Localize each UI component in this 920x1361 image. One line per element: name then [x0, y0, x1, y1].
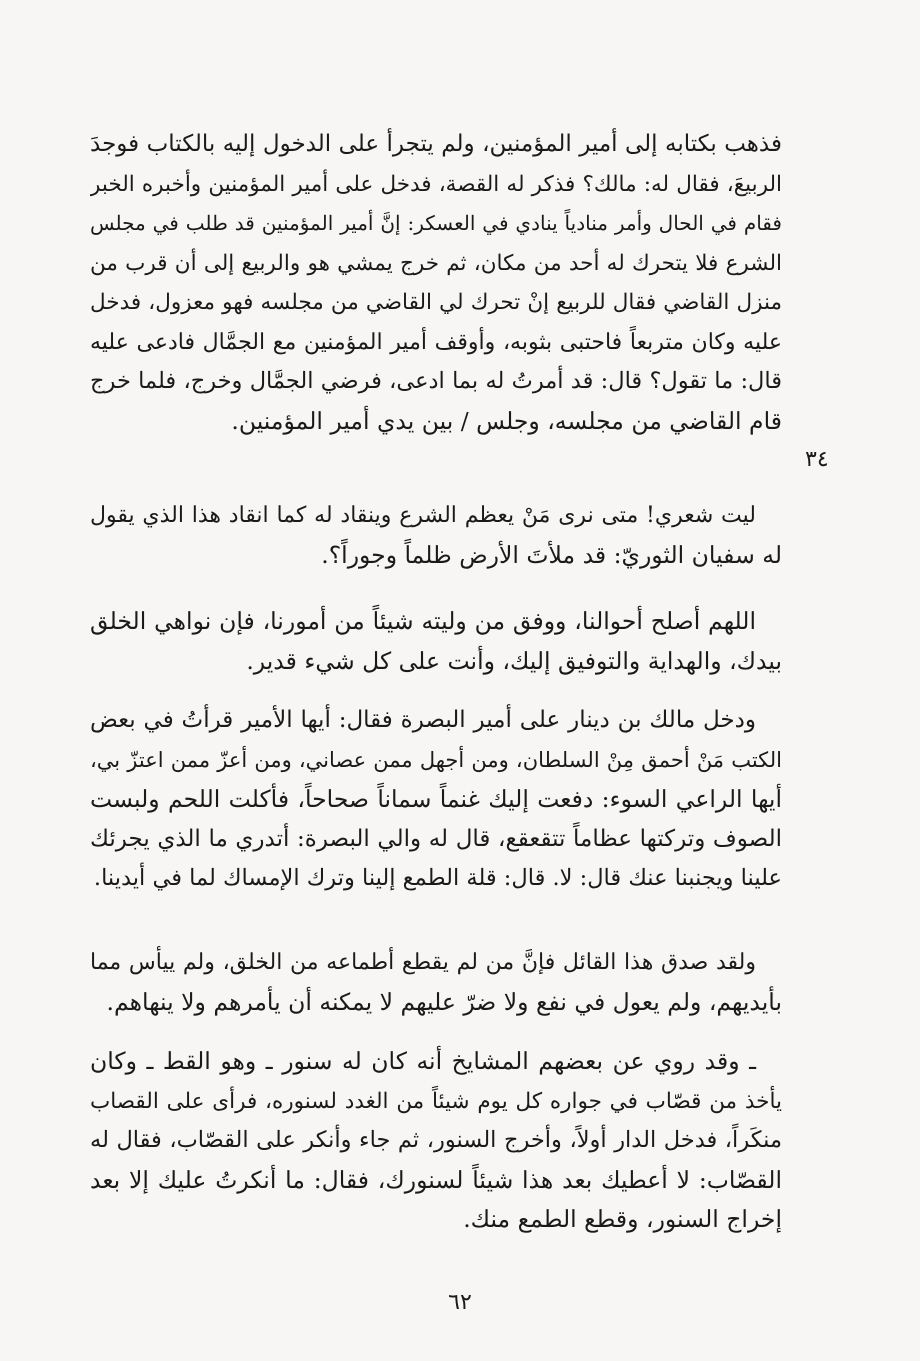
paragraph-2 [90, 496, 782, 575]
text-line: منزل القاضي فقال للربيع إنْ تحرك لي القاضي من مجلسه فهو معزول، فدخل [90, 290, 782, 315]
text-line: علينا ويجنبنا عنك قال: لا. قال: قلة الطمع إلينا وترك الإمساك لما في أيدينا. [93, 865, 782, 891]
text-line: منكَراً، فدخل الدار أولاً، وأخرج السنور، ثم جاء وأنكر على القصّاب، فقال له [90, 1127, 782, 1153]
margin-page-reference: ٣٤ [805, 447, 829, 472]
text-line: بأيديهم، ولم يعول في نفع ولا ضرّ عليهم لا يمكنه أن يأمرهم ولا ينهاهم. [106, 987, 782, 1016]
text-line: ـ وقد روي عن بعضهم المشايخ أنه كان له سنور ـ وهو القط ـ وكان [90, 1047, 756, 1075]
text-line: أيها الراعي السوء: دفعت إليك غنماً سماناً صحاحاً، فأكلت اللحم ولبست [90, 785, 782, 813]
paragraph-3 [90, 602, 782, 681]
paragraph-1 [90, 125, 782, 441]
text-line: الشرع فلا يتحرك له أحد من مكان، ثم خرج يمشي هو والربيع إلى أن قرب من [90, 250, 782, 276]
text-line: الصوف وتركتها عظاماً تتقعقع، قال له والي البصرة: أتدري ما الذي يجرئك [90, 825, 782, 852]
paragraph-5 [90, 943, 782, 1022]
text-line: فقام في الحال وأمر منادياً ينادي في العسكر: إنَّ أمير المؤمنين قد طلب في مجلس [90, 211, 782, 235]
text-line: بيدك، والهداية والتوفيق إليك، وأنت على كل شيء قدير. [246, 646, 782, 675]
text-line: يأخذ من قصّاب في جواره كل يوم شيئاً من الغدد لسنوره، فرأى على القصاب [90, 1088, 782, 1114]
page-number: ٦٢ [448, 1290, 472, 1315]
paragraph-4 [90, 701, 782, 899]
text-line: الربيعَ، فقال له: مالك؟ فذكر له القصة، فدخل على أمير المؤمنين وأخبره الخبر [90, 171, 782, 197]
text-line: اللهم أصلح أحوالنا، ووفق من وليته شيئاً من أمورنا، فإن نواهي الخلق [90, 607, 756, 635]
text-line: ودخل مالك بن دينار على أمير البصرة فقال: أيها الأمير قرأتُ في بعض [90, 707, 756, 733]
text-line: قال: ما تقول؟ قال: قد أمرتُ له بما ادعى، فرضي الجمَّال وخرج، فلما خرج [90, 368, 782, 394]
text-line: عليه وكان متربعاً فاحتبى بثوبه، وأوقف أمير المؤمنين مع الجمَّال فادعى عليه [90, 329, 782, 355]
text-line: فذهب بكتابه إلى أمير المؤمنين، ولم يتجرأ على الدخول إليه بالكتاب فوجدَ [90, 131, 782, 157]
text-line: ولقد صدق هذا القائل فإنَّ من لم يقطع أطماعه من الخلق، ولم ييأس مما [90, 950, 757, 975]
text-line: القصّاب: لا أعطيك بعد هذا شيئاً لسنورك، فقال: ما أنكرتُ عليك إلا بعد [90, 1165, 782, 1194]
text-line: إخراج السنور، وقطع الطمع منك. [463, 1205, 782, 1233]
text-line: ليت شعري! متى نرى مَنْ يعظم الشرع وينقاد له كما انقاد هذا الذي يقول [90, 503, 756, 528]
text-line: له سفيان الثوريّ: قد ملأتَ الأرض ظلماً وجوراً؟. [321, 540, 782, 569]
text-line: الكتب مَنْ أحمق مِنْ السلطان، ومن أجهل ممن عصاني، ومن أعزّ ممن اعتزّ بي، [90, 747, 782, 772]
paragraph-6 [90, 1042, 782, 1240]
text-line: قام القاضي من مجلسه، وجلس / بين يدي أمير المؤمنين. [231, 406, 782, 435]
